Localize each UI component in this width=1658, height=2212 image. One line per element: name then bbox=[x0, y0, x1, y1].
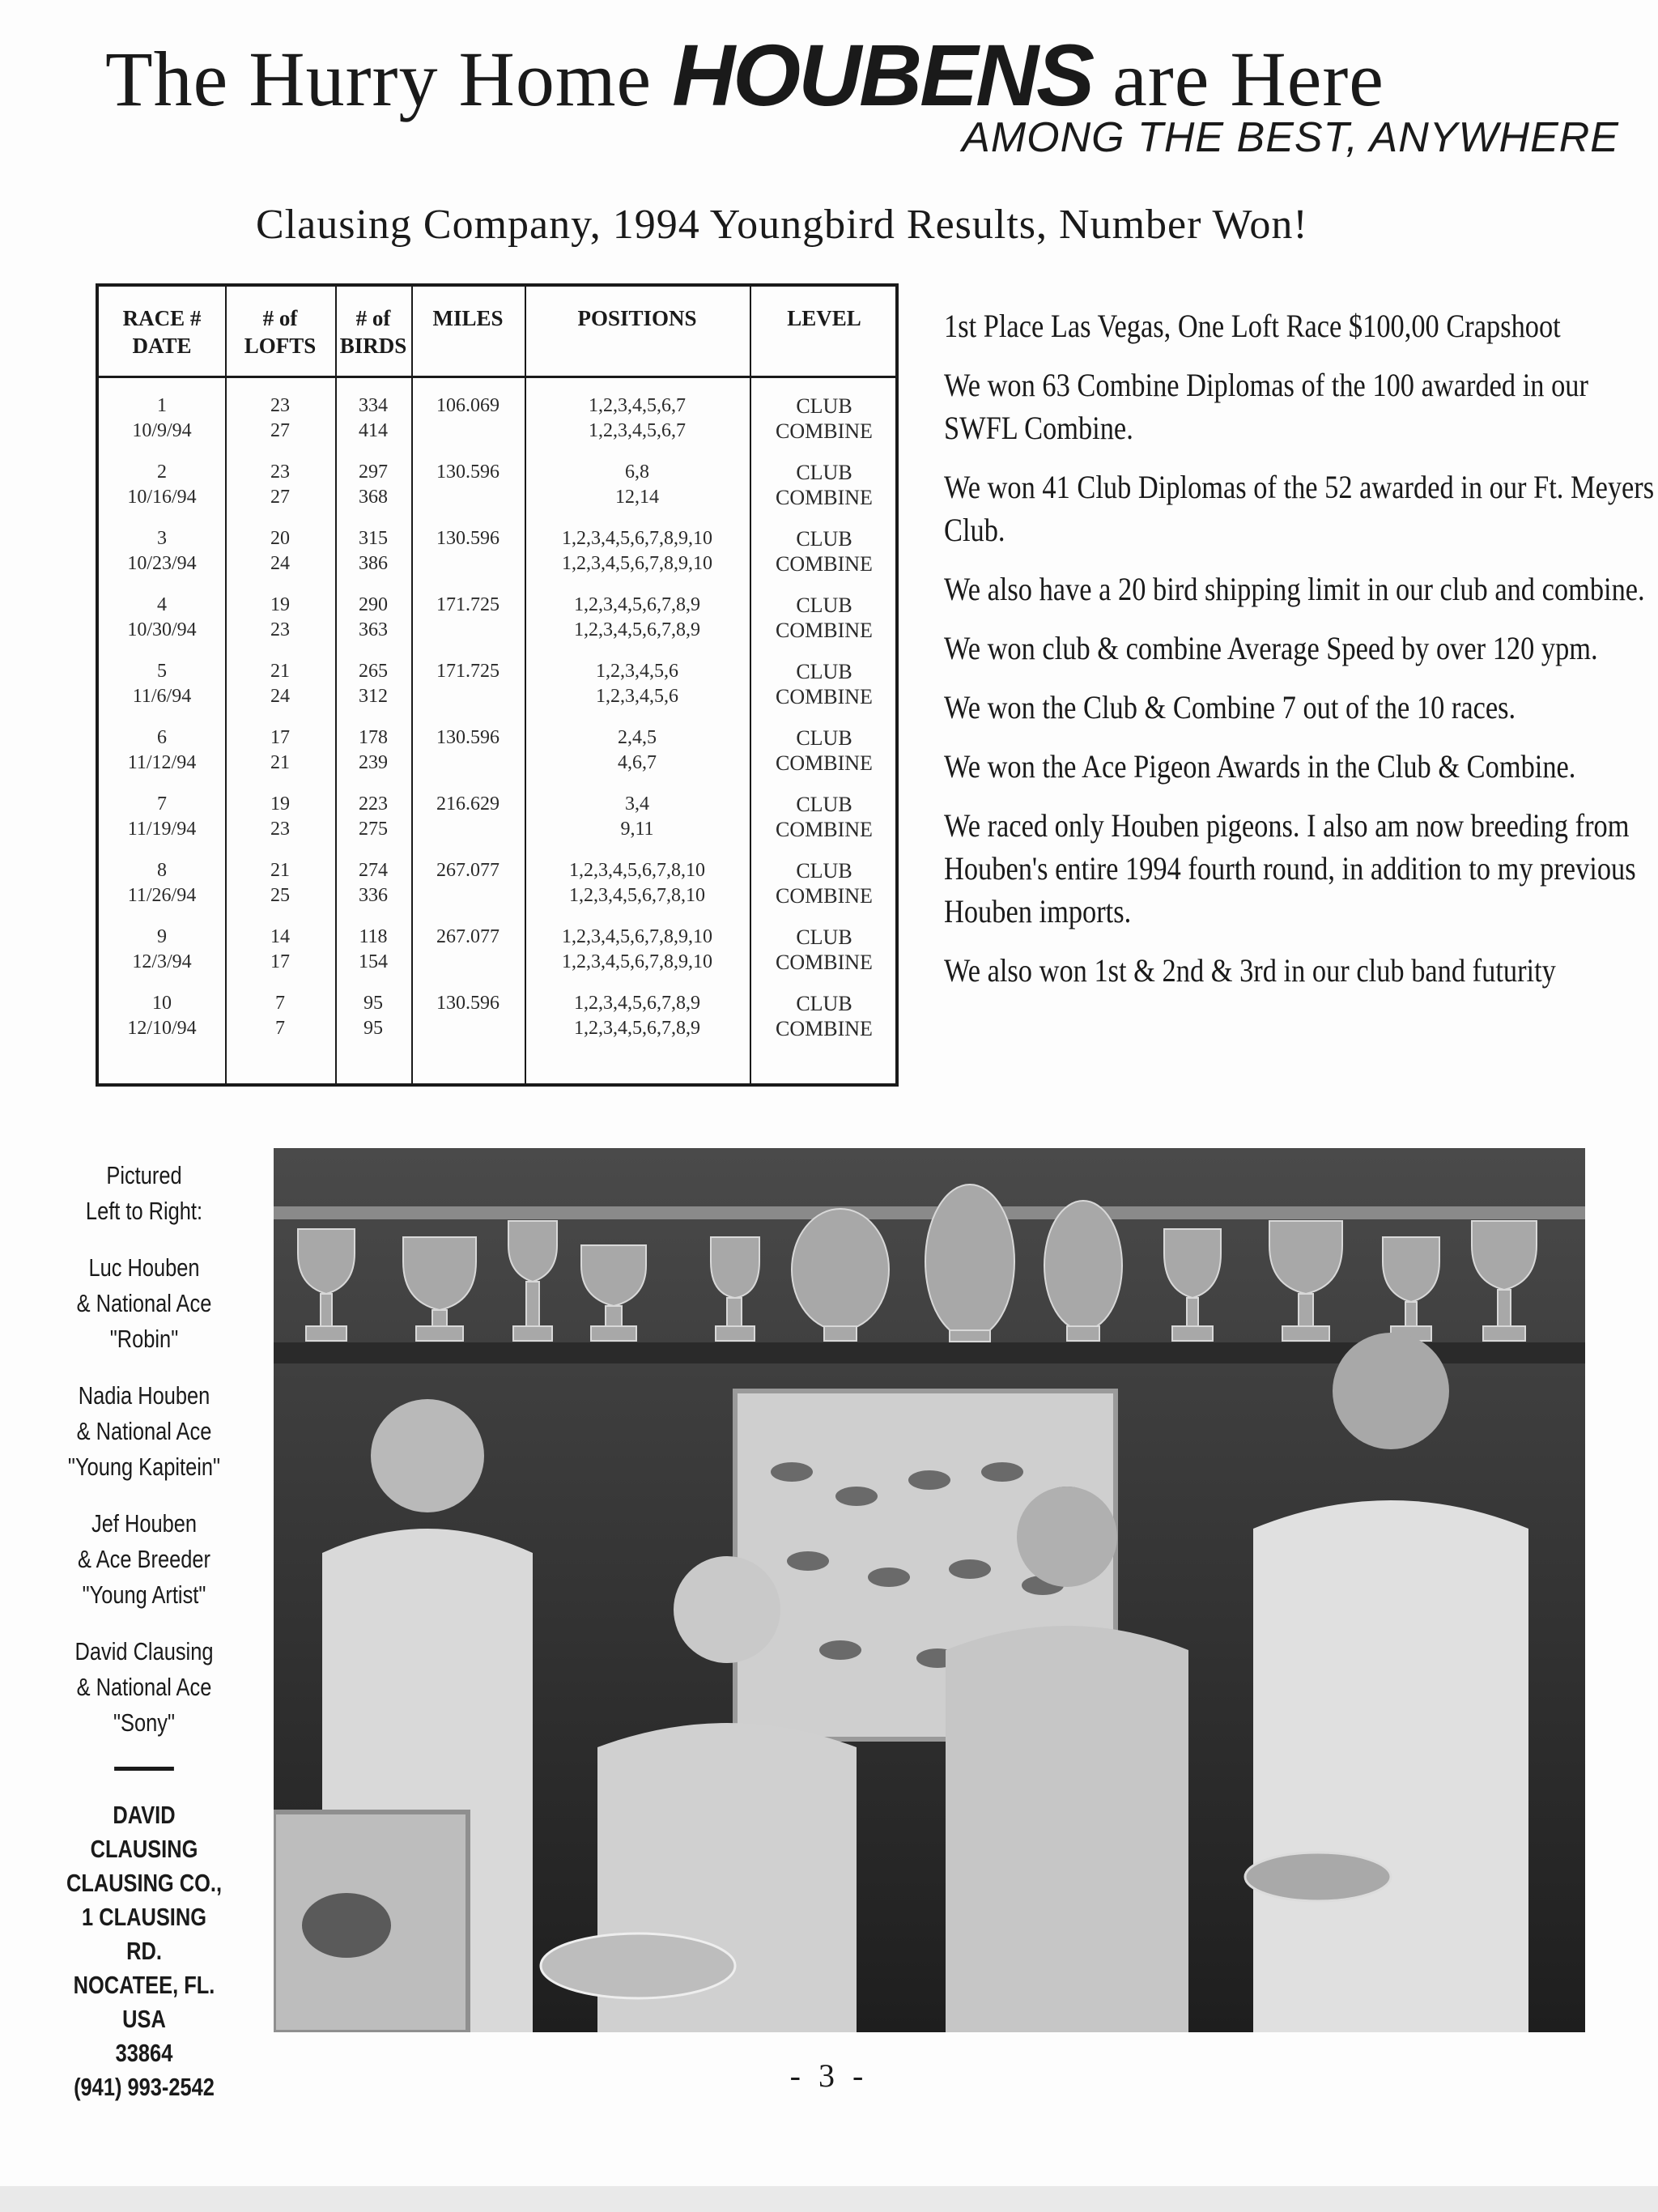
cell-positions bbox=[525, 925, 750, 975]
cell-miles bbox=[411, 659, 525, 684]
cell-line: 4 bbox=[157, 594, 167, 615]
cell-line: CLUB bbox=[796, 992, 852, 1015]
headline-post: are Here bbox=[1112, 36, 1384, 122]
cell-line: 6 bbox=[157, 727, 167, 748]
address-line: CLAUSING CO., bbox=[66, 1869, 223, 1897]
page-number: - 3 - bbox=[789, 2057, 869, 2094]
headline-pre: The Hurry Home bbox=[105, 36, 653, 122]
cell-line: 1,2,3,4,5,6,7,8,10 bbox=[569, 885, 705, 906]
table-row bbox=[99, 593, 895, 659]
cell-miles bbox=[411, 725, 525, 751]
cell-line: 216.629 bbox=[436, 793, 500, 815]
achievement-item: We won the Club & Combine 7 out of the 10 races. bbox=[944, 689, 1516, 725]
cell-line: 130.596 bbox=[436, 993, 500, 1014]
cell-race bbox=[99, 725, 225, 776]
header-birds bbox=[335, 304, 411, 359]
cell-birds bbox=[335, 925, 411, 975]
header-text: BIRDS bbox=[339, 334, 407, 358]
cell-line: CLUB bbox=[796, 394, 852, 418]
caption-line: Left to Right: bbox=[85, 1197, 203, 1225]
cell-birds bbox=[335, 393, 411, 444]
cell-positions bbox=[525, 858, 750, 908]
address-line: NOCATEE, FL. USA bbox=[73, 1971, 215, 2033]
cell-line: 19 bbox=[270, 594, 290, 615]
cell-lofts bbox=[225, 792, 335, 842]
cell-line: 1,2,3,4,5,6,7,8,9 bbox=[574, 619, 700, 640]
cell-line: 7 bbox=[275, 1018, 285, 1039]
cell-miles bbox=[411, 593, 525, 618]
caption-line: & National Ace bbox=[76, 1673, 212, 1701]
cell-level bbox=[750, 925, 899, 975]
cell-level bbox=[750, 393, 899, 444]
caption-line: "Young Kapitein" bbox=[67, 1453, 221, 1481]
cell-birds bbox=[335, 858, 411, 908]
cell-level bbox=[750, 593, 899, 643]
cell-line: 1,2,3,4,5,6 bbox=[596, 686, 678, 707]
cell-line: 265 bbox=[359, 661, 388, 682]
cell-lofts bbox=[225, 526, 335, 576]
cell-line: 11/12/94 bbox=[127, 752, 197, 773]
cell-line: 297 bbox=[359, 462, 388, 483]
cell-line: 1,2,3,4,5,6,7,8,9,10 bbox=[562, 528, 712, 549]
cell-line: COMBINE bbox=[776, 619, 873, 642]
cell-level bbox=[750, 460, 899, 510]
table-row bbox=[99, 858, 895, 925]
cell-line: 336 bbox=[359, 885, 388, 906]
cell-lofts bbox=[225, 925, 335, 975]
cell-line: 7 bbox=[275, 993, 285, 1014]
table-row bbox=[99, 792, 895, 858]
table-row bbox=[99, 526, 895, 593]
cell-line: 7 bbox=[157, 793, 167, 815]
achievements-list bbox=[944, 304, 1654, 1008]
cell-race bbox=[99, 460, 225, 510]
cell-line: 11/26/94 bbox=[127, 885, 197, 906]
cell-positions bbox=[525, 393, 750, 444]
cell-positions bbox=[525, 460, 750, 510]
cell-line: 10 bbox=[152, 993, 172, 1014]
results-table bbox=[96, 283, 899, 1087]
cell-line: 4,6,7 bbox=[618, 752, 657, 773]
cell-positions bbox=[525, 659, 750, 709]
header-level bbox=[750, 304, 899, 332]
headline bbox=[105, 24, 1627, 125]
caption-line: & National Ace bbox=[76, 1417, 212, 1445]
cell-race bbox=[99, 526, 225, 576]
header-text: LOFTS bbox=[244, 334, 317, 358]
cell-race bbox=[99, 991, 225, 1041]
cell-line: 3,4 bbox=[625, 793, 649, 815]
cell-level bbox=[750, 991, 899, 1041]
cell-line: 17 bbox=[270, 951, 290, 972]
table-row bbox=[99, 460, 895, 526]
caption-line: & National Ace bbox=[76, 1289, 212, 1317]
cell-line: 12/10/94 bbox=[127, 1018, 197, 1039]
caption-person bbox=[66, 1506, 223, 1613]
table-row bbox=[99, 991, 895, 1057]
cell-line: CLUB bbox=[796, 793, 852, 816]
cell-line: 171.725 bbox=[436, 594, 500, 615]
cell-line: COMBINE bbox=[776, 751, 873, 775]
header-positions bbox=[525, 304, 750, 332]
cell-line: COMBINE bbox=[776, 685, 873, 708]
header-divider bbox=[99, 376, 895, 378]
cell-line: 11/6/94 bbox=[132, 686, 192, 707]
cell-lofts bbox=[225, 991, 335, 1041]
cell-line: COMBINE bbox=[776, 884, 873, 908]
cell-line: 23 bbox=[270, 819, 290, 840]
cell-level bbox=[750, 526, 899, 576]
silver-bowl bbox=[541, 1933, 735, 1998]
cell-line: 24 bbox=[270, 553, 290, 574]
cell-miles bbox=[411, 792, 525, 817]
cell-race bbox=[99, 659, 225, 709]
cell-line: 2,4,5 bbox=[618, 727, 657, 748]
cell-line: 23 bbox=[270, 619, 290, 640]
cell-miles bbox=[411, 925, 525, 950]
cell-line: 95 bbox=[363, 993, 383, 1014]
bottom-margin bbox=[0, 2186, 1658, 2212]
cell-lofts bbox=[225, 593, 335, 643]
cell-line: 223 bbox=[359, 793, 388, 815]
cell-line: COMBINE bbox=[776, 818, 873, 841]
cell-line: CLUB bbox=[796, 660, 852, 683]
header-text: RACE # bbox=[122, 306, 202, 330]
header-race-date bbox=[99, 304, 225, 359]
cell-race bbox=[99, 858, 225, 908]
cell-line: 25 bbox=[270, 885, 290, 906]
cell-line: 1,2,3,4,5,6,7,8,9,10 bbox=[562, 951, 712, 972]
cell-line: 10/30/94 bbox=[127, 619, 197, 640]
cell-positions bbox=[525, 991, 750, 1041]
cell-line: CLUB bbox=[796, 527, 852, 551]
caption-line: Jef Houben bbox=[91, 1509, 198, 1538]
table-row bbox=[99, 393, 895, 460]
cell-line: 1,2,3,4,5,6,7,8,9 bbox=[574, 993, 700, 1014]
cell-line: COMBINE bbox=[776, 419, 873, 443]
cell-line: CLUB bbox=[796, 726, 852, 750]
cell-miles bbox=[411, 991, 525, 1016]
address-line: (941) 993-2542 bbox=[74, 2073, 215, 2101]
cell-line: 315 bbox=[359, 528, 388, 549]
table-row bbox=[99, 725, 895, 792]
cell-line: 2 bbox=[157, 462, 167, 483]
cell-line: 178 bbox=[359, 727, 388, 748]
cell-line: 10/16/94 bbox=[127, 487, 197, 508]
cell-line: 3 bbox=[157, 528, 167, 549]
achievement-item: We won club & combine Average Speed by over 120 ypm. bbox=[944, 630, 1598, 666]
cell-race bbox=[99, 925, 225, 975]
caption-person bbox=[66, 1250, 223, 1357]
cell-line: 290 bbox=[359, 594, 388, 615]
cell-line: 21 bbox=[270, 860, 290, 881]
cell-line: 9 bbox=[157, 926, 167, 947]
cell-line: 130.596 bbox=[436, 528, 500, 549]
pigeon-icon bbox=[302, 1893, 391, 1958]
cell-lofts bbox=[225, 725, 335, 776]
cell-line: CLUB bbox=[796, 859, 852, 883]
cell-line: 239 bbox=[359, 752, 388, 773]
caption-person bbox=[66, 1378, 223, 1485]
caption-line: Pictured bbox=[106, 1161, 182, 1189]
cell-miles bbox=[411, 858, 525, 883]
caption-intro bbox=[66, 1158, 223, 1229]
caption-line: Nadia Houben bbox=[78, 1381, 210, 1410]
cell-birds bbox=[335, 991, 411, 1041]
achievement-item: 1st Place Las Vegas, One Loft Race $100,00 Crapshoot bbox=[944, 308, 1561, 344]
cell-line: 1,2,3,4,5,6,7 bbox=[589, 395, 686, 416]
address-line: 1 CLAUSING RD. bbox=[82, 1903, 206, 1965]
cell-line: COMBINE bbox=[776, 486, 873, 509]
cell-line: 21 bbox=[270, 661, 290, 682]
cell-line: 17 bbox=[270, 727, 290, 748]
cell-line: 267.077 bbox=[436, 860, 500, 881]
cell-line: 1,2,3,4,5,6,7,8,9,10 bbox=[562, 926, 712, 947]
cell-line: 1,2,3,4,5,6,7,8,9 bbox=[574, 594, 700, 615]
cell-positions bbox=[525, 593, 750, 643]
achievement-item: We also won 1st & 2nd & 3rd in our club band futurity bbox=[944, 952, 1556, 989]
cell-line: 23 bbox=[270, 462, 290, 483]
cell-line: 12/3/94 bbox=[132, 951, 192, 972]
cell-line: 14 bbox=[270, 926, 290, 947]
cell-level bbox=[750, 858, 899, 908]
header-miles bbox=[411, 304, 525, 332]
cell-line: 363 bbox=[359, 619, 388, 640]
cell-line: COMBINE bbox=[776, 951, 873, 974]
cell-line: COMBINE bbox=[776, 552, 873, 576]
cell-line: 11/19/94 bbox=[127, 819, 197, 840]
headline-brand: HOUBENS bbox=[672, 26, 1093, 124]
cell-line: 1 bbox=[157, 395, 167, 416]
subtitle: Clausing Company, 1994 Youngbird Results, Number Won! bbox=[256, 202, 1308, 248]
cell-line: 10/23/94 bbox=[127, 553, 197, 574]
cell-race bbox=[99, 792, 225, 842]
cell-birds bbox=[335, 725, 411, 776]
cell-line: 27 bbox=[270, 487, 290, 508]
cell-line: 118 bbox=[359, 926, 388, 947]
trophy-room-photo bbox=[274, 1148, 1585, 2032]
cell-birds bbox=[335, 460, 411, 510]
cell-line: CLUB bbox=[796, 461, 852, 484]
cell-line: 1,2,3,4,5,6,7 bbox=[589, 420, 686, 441]
group-photo bbox=[274, 1148, 1585, 2032]
cell-line: 414 bbox=[359, 420, 388, 441]
cell-line: 8 bbox=[157, 860, 167, 881]
cell-line: CLUB bbox=[796, 593, 852, 617]
cell-birds bbox=[335, 659, 411, 709]
caption-person bbox=[66, 1634, 223, 1741]
cell-lofts bbox=[225, 460, 335, 510]
cell-miles bbox=[411, 460, 525, 485]
caption-divider bbox=[114, 1767, 174, 1771]
cell-positions bbox=[525, 526, 750, 576]
header-text: LEVEL bbox=[787, 306, 861, 330]
table-row bbox=[99, 659, 895, 725]
caption-line: "Sony" bbox=[113, 1708, 175, 1737]
photo-caption bbox=[66, 1158, 223, 2104]
cell-line: 27 bbox=[270, 420, 290, 441]
cell-line: 12,14 bbox=[615, 487, 659, 508]
caption-line: "Young Artist" bbox=[82, 1580, 206, 1609]
cell-birds bbox=[335, 526, 411, 576]
header-text: # of bbox=[355, 306, 391, 330]
address-line: DAVID CLAUSING bbox=[90, 1801, 198, 1863]
caption-line: "Robin" bbox=[109, 1325, 179, 1353]
cell-miles bbox=[411, 393, 525, 419]
cell-birds bbox=[335, 792, 411, 842]
cell-line: 154 bbox=[359, 951, 388, 972]
cell-line: 9,11 bbox=[620, 819, 654, 840]
cell-level bbox=[750, 792, 899, 842]
cell-line: 267.077 bbox=[436, 926, 500, 947]
cell-line: 1,2,3,4,5,6,7,8,9,10 bbox=[562, 553, 712, 574]
cell-birds bbox=[335, 593, 411, 643]
cell-line: 171.725 bbox=[436, 661, 500, 682]
cell-positions bbox=[525, 725, 750, 776]
cell-line: 24 bbox=[270, 686, 290, 707]
cell-line: 5 bbox=[157, 661, 167, 682]
cell-lofts bbox=[225, 659, 335, 709]
cell-line: 21 bbox=[270, 752, 290, 773]
cell-line: 1,2,3,4,5,6,7,8,10 bbox=[569, 860, 705, 881]
cell-lofts bbox=[225, 393, 335, 444]
header-text: MILES bbox=[432, 306, 504, 330]
achievement-item: We also have a 20 bird shipping limit in our club and combine. bbox=[944, 571, 1645, 607]
cell-line: CLUB bbox=[796, 925, 852, 949]
achievement-item: We won 41 Club Diplomas of the 52 awarded in our Ft. Meyers Club. bbox=[944, 469, 1655, 548]
cell-line: 386 bbox=[359, 553, 388, 574]
caption-line: David Clausing bbox=[74, 1637, 214, 1665]
achievement-item: We won the Ace Pigeon Awards in the Club & Combine. bbox=[944, 748, 1576, 785]
cell-line: COMBINE bbox=[776, 1017, 873, 1040]
cell-level bbox=[750, 659, 899, 709]
address-line: 33864 bbox=[115, 2039, 173, 2067]
caption-line: & Ace Breeder bbox=[78, 1545, 210, 1573]
cell-line: 368 bbox=[359, 487, 388, 508]
cell-line: 20 bbox=[270, 528, 290, 549]
cell-lofts bbox=[225, 858, 335, 908]
cell-line: 1,2,3,4,5,6,7,8,9 bbox=[574, 1018, 700, 1039]
cell-line: 1,2,3,4,5,6 bbox=[596, 661, 678, 682]
cell-race bbox=[99, 593, 225, 643]
cell-line: 312 bbox=[359, 686, 388, 707]
cell-line: 106.069 bbox=[436, 395, 500, 416]
cell-level bbox=[750, 725, 899, 776]
table-row bbox=[99, 925, 895, 991]
cell-line: 275 bbox=[359, 819, 388, 840]
silver-bowl bbox=[1245, 1853, 1391, 1901]
cell-line: 130.596 bbox=[436, 727, 500, 748]
caption-line: Luc Houben bbox=[88, 1253, 200, 1282]
cell-miles bbox=[411, 526, 525, 551]
achievement-item: We won 63 Combine Diplomas of the 100 awarded in our SWFL Combine. bbox=[944, 367, 1588, 446]
cell-positions bbox=[525, 792, 750, 842]
header-text: # of bbox=[262, 306, 298, 330]
cell-line: 334 bbox=[359, 395, 388, 416]
cell-line: 274 bbox=[359, 860, 388, 881]
cell-line: 6,8 bbox=[625, 462, 649, 483]
tagline: AMONG THE BEST, ANYWHERE bbox=[962, 114, 1619, 161]
cell-line: 10/9/94 bbox=[132, 420, 192, 441]
header-text: POSITIONS bbox=[577, 306, 697, 330]
header-text: DATE bbox=[132, 334, 192, 358]
cell-race bbox=[99, 393, 225, 444]
cell-line: 19 bbox=[270, 793, 290, 815]
cell-line: 23 bbox=[270, 395, 290, 416]
cell-line: 95 bbox=[363, 1018, 383, 1039]
achievement-item: We raced only Houben pigeons. I also am now breeding from Houben's entire 1994 fourth round, in addition to my previous Houben imports. bbox=[944, 807, 1636, 929]
header-lofts bbox=[225, 304, 335, 359]
cell-line: 130.596 bbox=[436, 462, 500, 483]
